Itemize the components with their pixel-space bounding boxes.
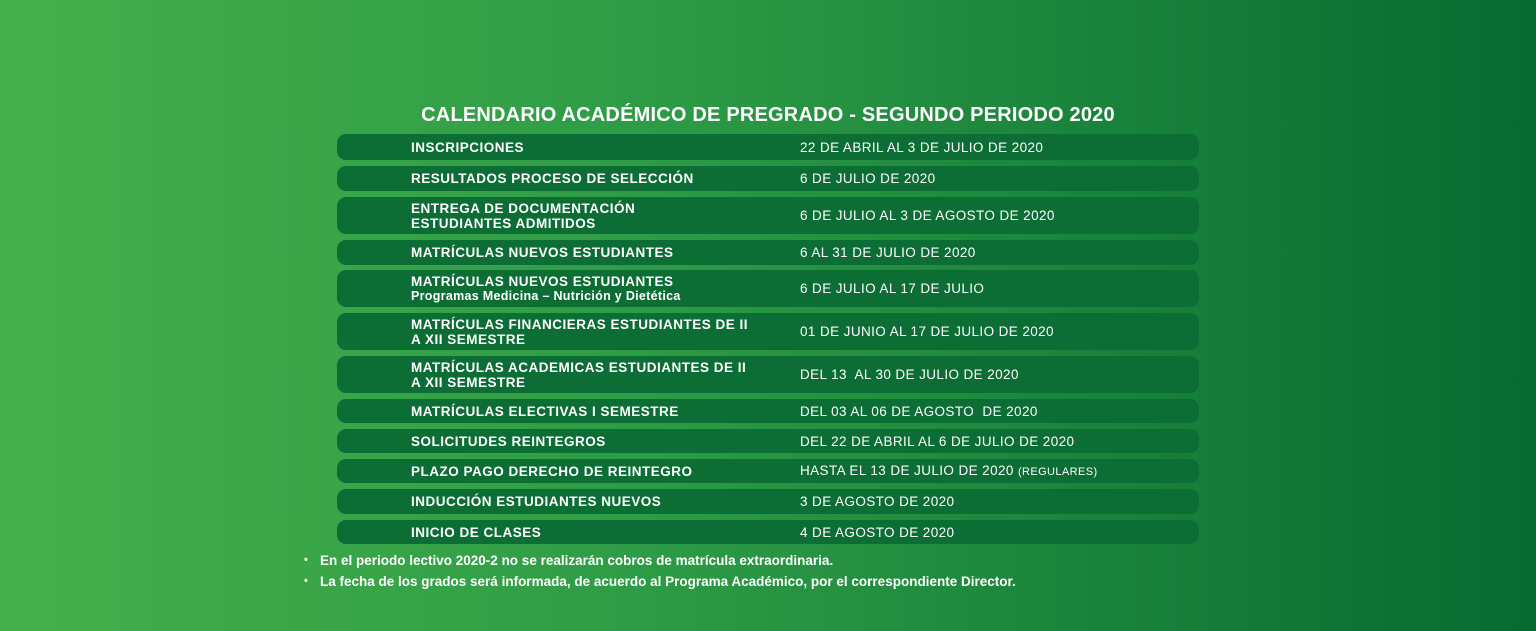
calendar-row	[337, 166, 1199, 191]
row-date-note: (REGULARES)	[1017, 465, 1098, 478]
row-label: INICIO DE CLASES	[411, 524, 542, 540]
bullet-icon: •	[304, 554, 308, 566]
row-label: MATRÍCULAS FINANCIERAS ESTUDIANTES DE II A XII SEMESTRE	[411, 316, 749, 347]
row-label: SOLICITUDES REINTEGROS	[411, 433, 606, 449]
calendar-row	[337, 356, 1199, 393]
row-date: 6 AL 31 DE JULIO DE 2020	[800, 245, 976, 260]
row-label: PLAZO PAGO DERECHO DE REINTEGRO	[411, 463, 693, 479]
row-label: INDUCCIÓN ESTUDIANTES NUEVOS	[411, 494, 662, 509]
footnote: • En el periodo lectivo 2020-2 no se realizarán cobros de matrícula extraordinaria.	[304, 550, 1304, 571]
row-label: MATRÍCULAS NUEVOS ESTUDIANTES Programas Medicina – Nutrición y Dietética	[411, 274, 791, 304]
calendar-row	[337, 197, 1199, 234]
row-date: 6 DE JULIO AL 3 DE AGOSTO DE 2020	[800, 208, 1055, 223]
calendar-row	[337, 429, 1199, 453]
calendar-row	[337, 313, 1199, 350]
row-date: DEL 22 DE ABRIL AL 6 DE JULIO DE 2020	[800, 433, 1075, 449]
calendar-row	[337, 270, 1199, 307]
row-label: MATRÍCULAS NUEVOS ESTUDIANTES	[411, 245, 674, 260]
row-label: ENTREGA DE DOCUMENTACIÓN ESTUDIANTES ADMITIDOS	[411, 200, 636, 231]
row-date: 01 DE JUNIO AL 17 DE JULIO DE 2020	[800, 324, 1054, 339]
calendar-row	[337, 489, 1199, 514]
bullet-icon: •	[304, 575, 308, 587]
calendar-row	[337, 459, 1199, 483]
row-date: HASTA EL 13 DE JULIO DE 2020 (REGULARES)	[800, 462, 1098, 478]
footnote: • La fecha de los grados será informada, de acuerdo al Programa Académico, por el correspondiente Director.	[304, 571, 1304, 592]
row-label: INSCRIPCIONES	[411, 139, 525, 155]
row-date: 3 DE AGOSTO DE 2020	[800, 494, 955, 509]
calendar-row	[337, 240, 1199, 265]
footnotes	[304, 550, 1304, 592]
row-date: DEL 03 AL 06 DE AGOSTO DE 2020	[800, 403, 1038, 419]
row-label-sub: Programas Medicina – Nutrición y Dietética	[411, 288, 681, 303]
calendar-row	[337, 134, 1199, 160]
row-date: 22 DE ABRIL AL 3 DE JULIO DE 2020	[800, 139, 1044, 155]
row-label: RESULTADOS PROCESO DE SELECCIÓN	[411, 171, 694, 186]
row-date: 4 DE AGOSTO DE 2020	[800, 524, 955, 540]
row-date: 6 DE JULIO DE 2020	[800, 171, 936, 186]
row-label: MATRÍCULAS ACADEMICAS ESTUDIANTES DE II A XII SEMESTRE	[411, 359, 747, 390]
row-date: DEL 13 AL 30 DE JULIO DE 2020	[800, 367, 1019, 382]
calendar-row	[337, 520, 1199, 544]
calendar-title: CALENDARIO ACADÉMICO DE PREGRADO - SEGUNDO PERIODO 2020	[421, 104, 1115, 126]
row-date: 6 DE JULIO AL 17 DE JULIO	[800, 281, 985, 296]
calendar-row	[337, 399, 1199, 423]
row-label: MATRÍCULAS ELECTIVAS I SEMESTRE	[411, 403, 679, 419]
